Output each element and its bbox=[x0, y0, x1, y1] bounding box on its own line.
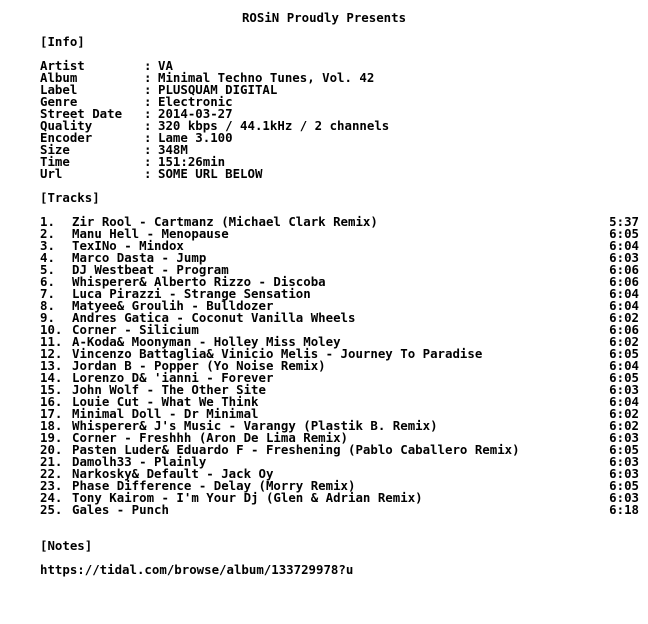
track-title: Tony Kairom - I'm Your Dj (Glen & Adrian Remix) bbox=[72, 490, 423, 505]
info-row bbox=[40, 144, 460, 156]
track-duration: 6:04 bbox=[609, 238, 639, 253]
info-value: Lame 3.100 bbox=[158, 130, 233, 145]
info-separator: : bbox=[144, 106, 152, 121]
info-key: Genre bbox=[40, 94, 78, 109]
info-separator: : bbox=[144, 154, 152, 169]
track-title: Jordan B - Popper (Yo Noise Remix) bbox=[72, 358, 326, 373]
track-title: DJ Westbeat - Program bbox=[72, 262, 229, 277]
track-number: 23. bbox=[40, 478, 63, 493]
track-duration: 6:02 bbox=[609, 310, 639, 325]
info-row bbox=[40, 132, 460, 144]
track-duration: 6:06 bbox=[609, 262, 639, 277]
track-title: Whisperer& J's Music - Varangy (Plastik B. Remix) bbox=[72, 418, 438, 433]
track-duration: 6:05 bbox=[609, 370, 639, 385]
track-number: 2. bbox=[40, 226, 55, 241]
track-row bbox=[40, 504, 640, 516]
info-value: PLUSQUAM DIGITAL bbox=[158, 82, 278, 97]
info-key: Street Date bbox=[40, 106, 123, 121]
track-number: 24. bbox=[40, 490, 63, 505]
info-row bbox=[40, 84, 460, 96]
info-key: Artist bbox=[40, 58, 85, 73]
track-duration: 6:03 bbox=[609, 466, 639, 481]
track-duration: 6:03 bbox=[609, 454, 639, 469]
track-number: 3. bbox=[40, 238, 55, 253]
info-value: Electronic bbox=[158, 94, 233, 109]
info-key: Size bbox=[40, 142, 70, 157]
track-duration: 6:05 bbox=[609, 442, 639, 457]
track-duration: 6:04 bbox=[609, 394, 639, 409]
info-value: 151:26min bbox=[158, 154, 226, 169]
track-number: 5. bbox=[40, 262, 55, 277]
track-title: Whisperer& Alberto Rizzo - Discoba bbox=[72, 274, 326, 289]
track-number: 11. bbox=[40, 334, 63, 349]
track-title: A-Koda& Moonyman - Holley Miss Moley bbox=[72, 334, 341, 349]
track-duration: 6:05 bbox=[609, 226, 639, 241]
info-separator: : bbox=[144, 82, 152, 97]
info-separator: : bbox=[144, 142, 152, 157]
track-duration: 6:02 bbox=[609, 418, 639, 433]
info-separator: : bbox=[144, 58, 152, 73]
track-duration: 6:04 bbox=[609, 298, 639, 313]
notes-url: https://tidal.com/browse/album/133729978?u bbox=[40, 562, 354, 577]
info-value: 320 kbps / 44.1kHz / 2 channels bbox=[158, 118, 390, 133]
info-value: 348M bbox=[158, 142, 188, 157]
track-number: 22. bbox=[40, 466, 63, 481]
track-title: TexINo - Mindox bbox=[72, 238, 184, 253]
track-duration: 6:04 bbox=[609, 358, 639, 373]
track-number: 19. bbox=[40, 430, 63, 445]
track-number: 13. bbox=[40, 358, 63, 373]
track-duration: 6:03 bbox=[609, 250, 639, 265]
track-title: Zir Rool - Cartmanz (Michael Clark Remix) bbox=[72, 214, 378, 229]
track-title: Marco Dasta - Jump bbox=[72, 250, 207, 265]
track-number: 16. bbox=[40, 394, 63, 409]
info-key: Quality bbox=[40, 118, 93, 133]
track-duration: 6:18 bbox=[609, 502, 639, 517]
track-number: 10. bbox=[40, 322, 63, 337]
track-title: Pasten Luder& Eduardo F - Freshening (Pablo Caballero Remix) bbox=[72, 442, 520, 457]
track-title: Damolh33 - Plainly bbox=[72, 454, 207, 469]
info-key: Time bbox=[40, 154, 70, 169]
info-value: 2014-03-27 bbox=[158, 106, 233, 121]
track-title: Gales - Punch bbox=[72, 502, 169, 517]
track-number: 8. bbox=[40, 298, 55, 313]
track-number: 12. bbox=[40, 346, 63, 361]
track-title: Louie Cut - What We Think bbox=[72, 394, 259, 409]
track-duration: 6:03 bbox=[609, 430, 639, 445]
info-separator: : bbox=[144, 94, 152, 109]
info-separator: : bbox=[144, 118, 152, 133]
page-title: ROSiN Proudly Presents bbox=[241, 10, 407, 25]
info-value: VA bbox=[158, 58, 173, 73]
track-duration: 6:03 bbox=[609, 382, 639, 397]
info-key: Label bbox=[40, 82, 78, 97]
info-value: SOME URL BELOW bbox=[158, 166, 263, 181]
track-number: 4. bbox=[40, 250, 55, 265]
track-number: 1. bbox=[40, 214, 55, 229]
track-number: 20. bbox=[40, 442, 63, 457]
track-number: 18. bbox=[40, 418, 63, 433]
track-title: Corner - Freshhh (Aron De Lima Remix) bbox=[72, 430, 349, 445]
track-number: 7. bbox=[40, 286, 55, 301]
info-key: Encoder bbox=[40, 130, 93, 145]
info-row bbox=[40, 168, 460, 180]
track-title: Luca Pirazzi - Strange Sensation bbox=[72, 286, 311, 301]
track-duration: 6:06 bbox=[609, 274, 639, 289]
track-duration: 6:04 bbox=[609, 286, 639, 301]
track-title: Vincenzo Battaglia& Vinicio Melis - Journey To Paradise bbox=[72, 346, 483, 361]
track-duration: 6:05 bbox=[609, 346, 639, 361]
track-title: Narkosky& Default - Jack Oy bbox=[72, 466, 274, 481]
track-number: 15. bbox=[40, 382, 63, 397]
track-title: Lorenzo D& 'ianni - Forever bbox=[72, 370, 274, 385]
info-separator: : bbox=[144, 166, 152, 181]
info-row bbox=[40, 120, 460, 132]
track-number: 25. bbox=[40, 502, 63, 517]
track-duration: 6:02 bbox=[609, 406, 639, 421]
track-duration: 6:02 bbox=[609, 334, 639, 349]
track-number: 6. bbox=[40, 274, 55, 289]
track-duration: 6:05 bbox=[609, 478, 639, 493]
info-key: Album bbox=[40, 70, 78, 85]
tracks-heading: [Tracks] bbox=[40, 190, 100, 205]
track-title: Phase Difference - Delay (Morry Remix) bbox=[72, 478, 356, 493]
track-duration: 6:03 bbox=[609, 490, 639, 505]
track-title: John Wolf - The Other Site bbox=[72, 382, 266, 397]
track-title: Andres Gatica - Coconut Vanilla Wheels bbox=[72, 310, 356, 325]
info-heading: [Info] bbox=[40, 34, 85, 49]
info-key: Url bbox=[40, 166, 63, 181]
track-title: Matyee& Groulih - Bulldozer bbox=[72, 298, 274, 313]
info-separator: : bbox=[144, 130, 152, 145]
info-value: Minimal Techno Tunes, Vol. 42 bbox=[158, 70, 375, 85]
track-number: 17. bbox=[40, 406, 63, 421]
track-title: Minimal Doll - Dr Minimal bbox=[72, 406, 259, 421]
notes-heading: [Notes] bbox=[40, 538, 93, 553]
info-separator: : bbox=[144, 70, 152, 85]
track-number: 21. bbox=[40, 454, 63, 469]
track-number: 9. bbox=[40, 310, 55, 325]
track-title: Corner - Silicium bbox=[72, 322, 199, 337]
track-duration: 5:37 bbox=[609, 214, 639, 229]
track-duration: 6:06 bbox=[609, 322, 639, 337]
track-number: 14. bbox=[40, 370, 63, 385]
track-title: Manu Hell - Menopause bbox=[72, 226, 229, 241]
